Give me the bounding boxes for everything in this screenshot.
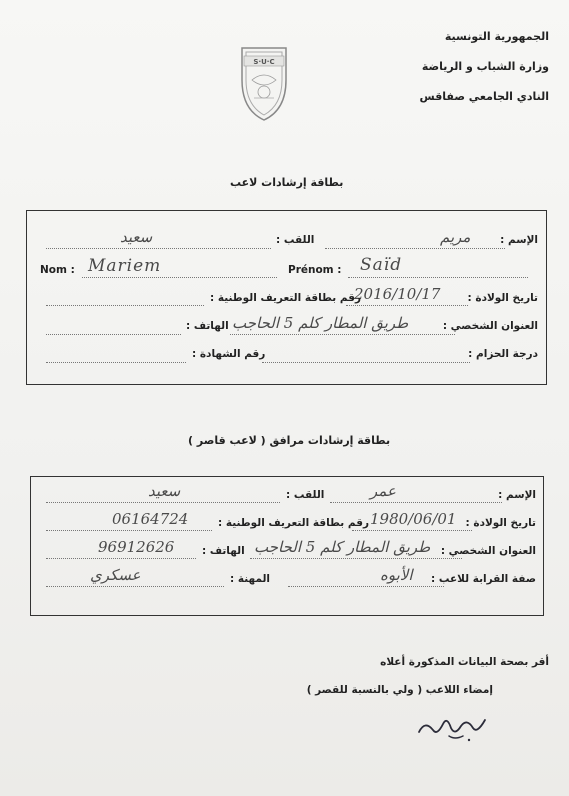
card2-job-line [46, 586, 224, 587]
card1-nom-label: Nom : [40, 264, 75, 276]
card1-last-name-label: اللقب : [276, 234, 315, 246]
card2-address-line [250, 558, 462, 559]
card2-relation-line [288, 586, 444, 587]
card2-first-name-label: الإسم : [498, 489, 536, 501]
header-club: النادي الجامعي صفاقس [419, 90, 549, 103]
card2-id-label: رقم بطاقة التعريف الوطنية : [218, 517, 370, 529]
card1-last-name-line [46, 248, 271, 249]
card1-address-label: العنوان الشخصي : [442, 320, 538, 332]
club-logo [234, 40, 294, 124]
card2-last-name-line [46, 502, 280, 503]
card1-prenom-value: Saïd [360, 255, 403, 275]
card1-nom-line [82, 277, 277, 278]
card2-birth-value: 1980/06/01 [370, 510, 457, 528]
header-republic: الجمهورية التونسية [444, 30, 549, 43]
card2-phone-line [46, 558, 196, 559]
card1-prenom-label: Prénom : [288, 264, 342, 276]
signature-label: إمضاء اللاعب ( ولي بالنسبة للقصر ) [306, 684, 493, 696]
card2-job-value: عسكري [90, 566, 141, 584]
card2-phone-value: 96912626 [98, 538, 175, 556]
card1-cert-line [46, 362, 186, 363]
card1-address-line [230, 334, 455, 335]
card2-last-name-label: اللقب : [286, 489, 325, 501]
card2-address-label: العنوان الشخصي : [440, 545, 536, 557]
card2-phone-label: الهاتف : [202, 545, 245, 557]
card1-prenom-line [348, 277, 528, 278]
card2-relation-label: صفة القرابة للاعب : [431, 573, 536, 585]
card1-birth-line [346, 305, 468, 306]
card1-belt-line [262, 362, 470, 363]
card1-title: بطاقة إرشادات لاعب [230, 176, 344, 189]
card2-first-name-value: عمر [370, 482, 396, 500]
card1-cert-label: رقم الشهادة : [192, 348, 266, 360]
card2-first-name-line [330, 502, 502, 503]
card1-first-name-label: الإسم : [500, 234, 538, 246]
handwritten-signature [415, 706, 495, 746]
card1-nom-value: Mariem [88, 256, 162, 276]
card1-belt-label: درجة الحزام : [468, 348, 538, 360]
card1-birth-label: تاريخ الولادة : [467, 292, 538, 304]
club-shield-emblem-icon [234, 40, 294, 124]
card2-last-name-value: سعيد [148, 482, 181, 500]
header-ministry: وزارة الشباب و الرياضة [421, 60, 549, 73]
card2-address-value: طريق المطار كلم 5 الحاجب [254, 538, 431, 556]
card2-job-label: المهنة : [230, 573, 271, 585]
logo-text: S·U·C [253, 58, 275, 66]
card1-address-value: طريق المطار كلم 5 الحاجب [232, 314, 409, 332]
card2-id-line [46, 530, 212, 531]
card1-last-name-value: سعيد [120, 228, 153, 246]
card2-id-value: 06164724 [112, 510, 189, 528]
card1-id-line [46, 305, 204, 306]
card2-title: بطاقة إرشادات مرافق ( لاعب قاصر ) [188, 434, 391, 447]
card1-birth-value: 2016/10/17 [354, 285, 441, 303]
card1-phone-label: الهاتف : [186, 320, 229, 332]
card1-id-label: رقم بطاقة التعريف الوطنية : [210, 292, 362, 304]
card2-birth-line [352, 530, 472, 531]
certify-statement: أقر بصحة البيانات المذكورة أعلاه [380, 656, 549, 668]
card2-birth-label: تاريخ الولادة : [465, 517, 536, 529]
card2-relation-value: الأبوه [380, 566, 413, 584]
card1-phone-line [46, 334, 181, 335]
card1-first-name-value: مريم [440, 228, 471, 246]
card1-first-name-line [325, 248, 505, 249]
